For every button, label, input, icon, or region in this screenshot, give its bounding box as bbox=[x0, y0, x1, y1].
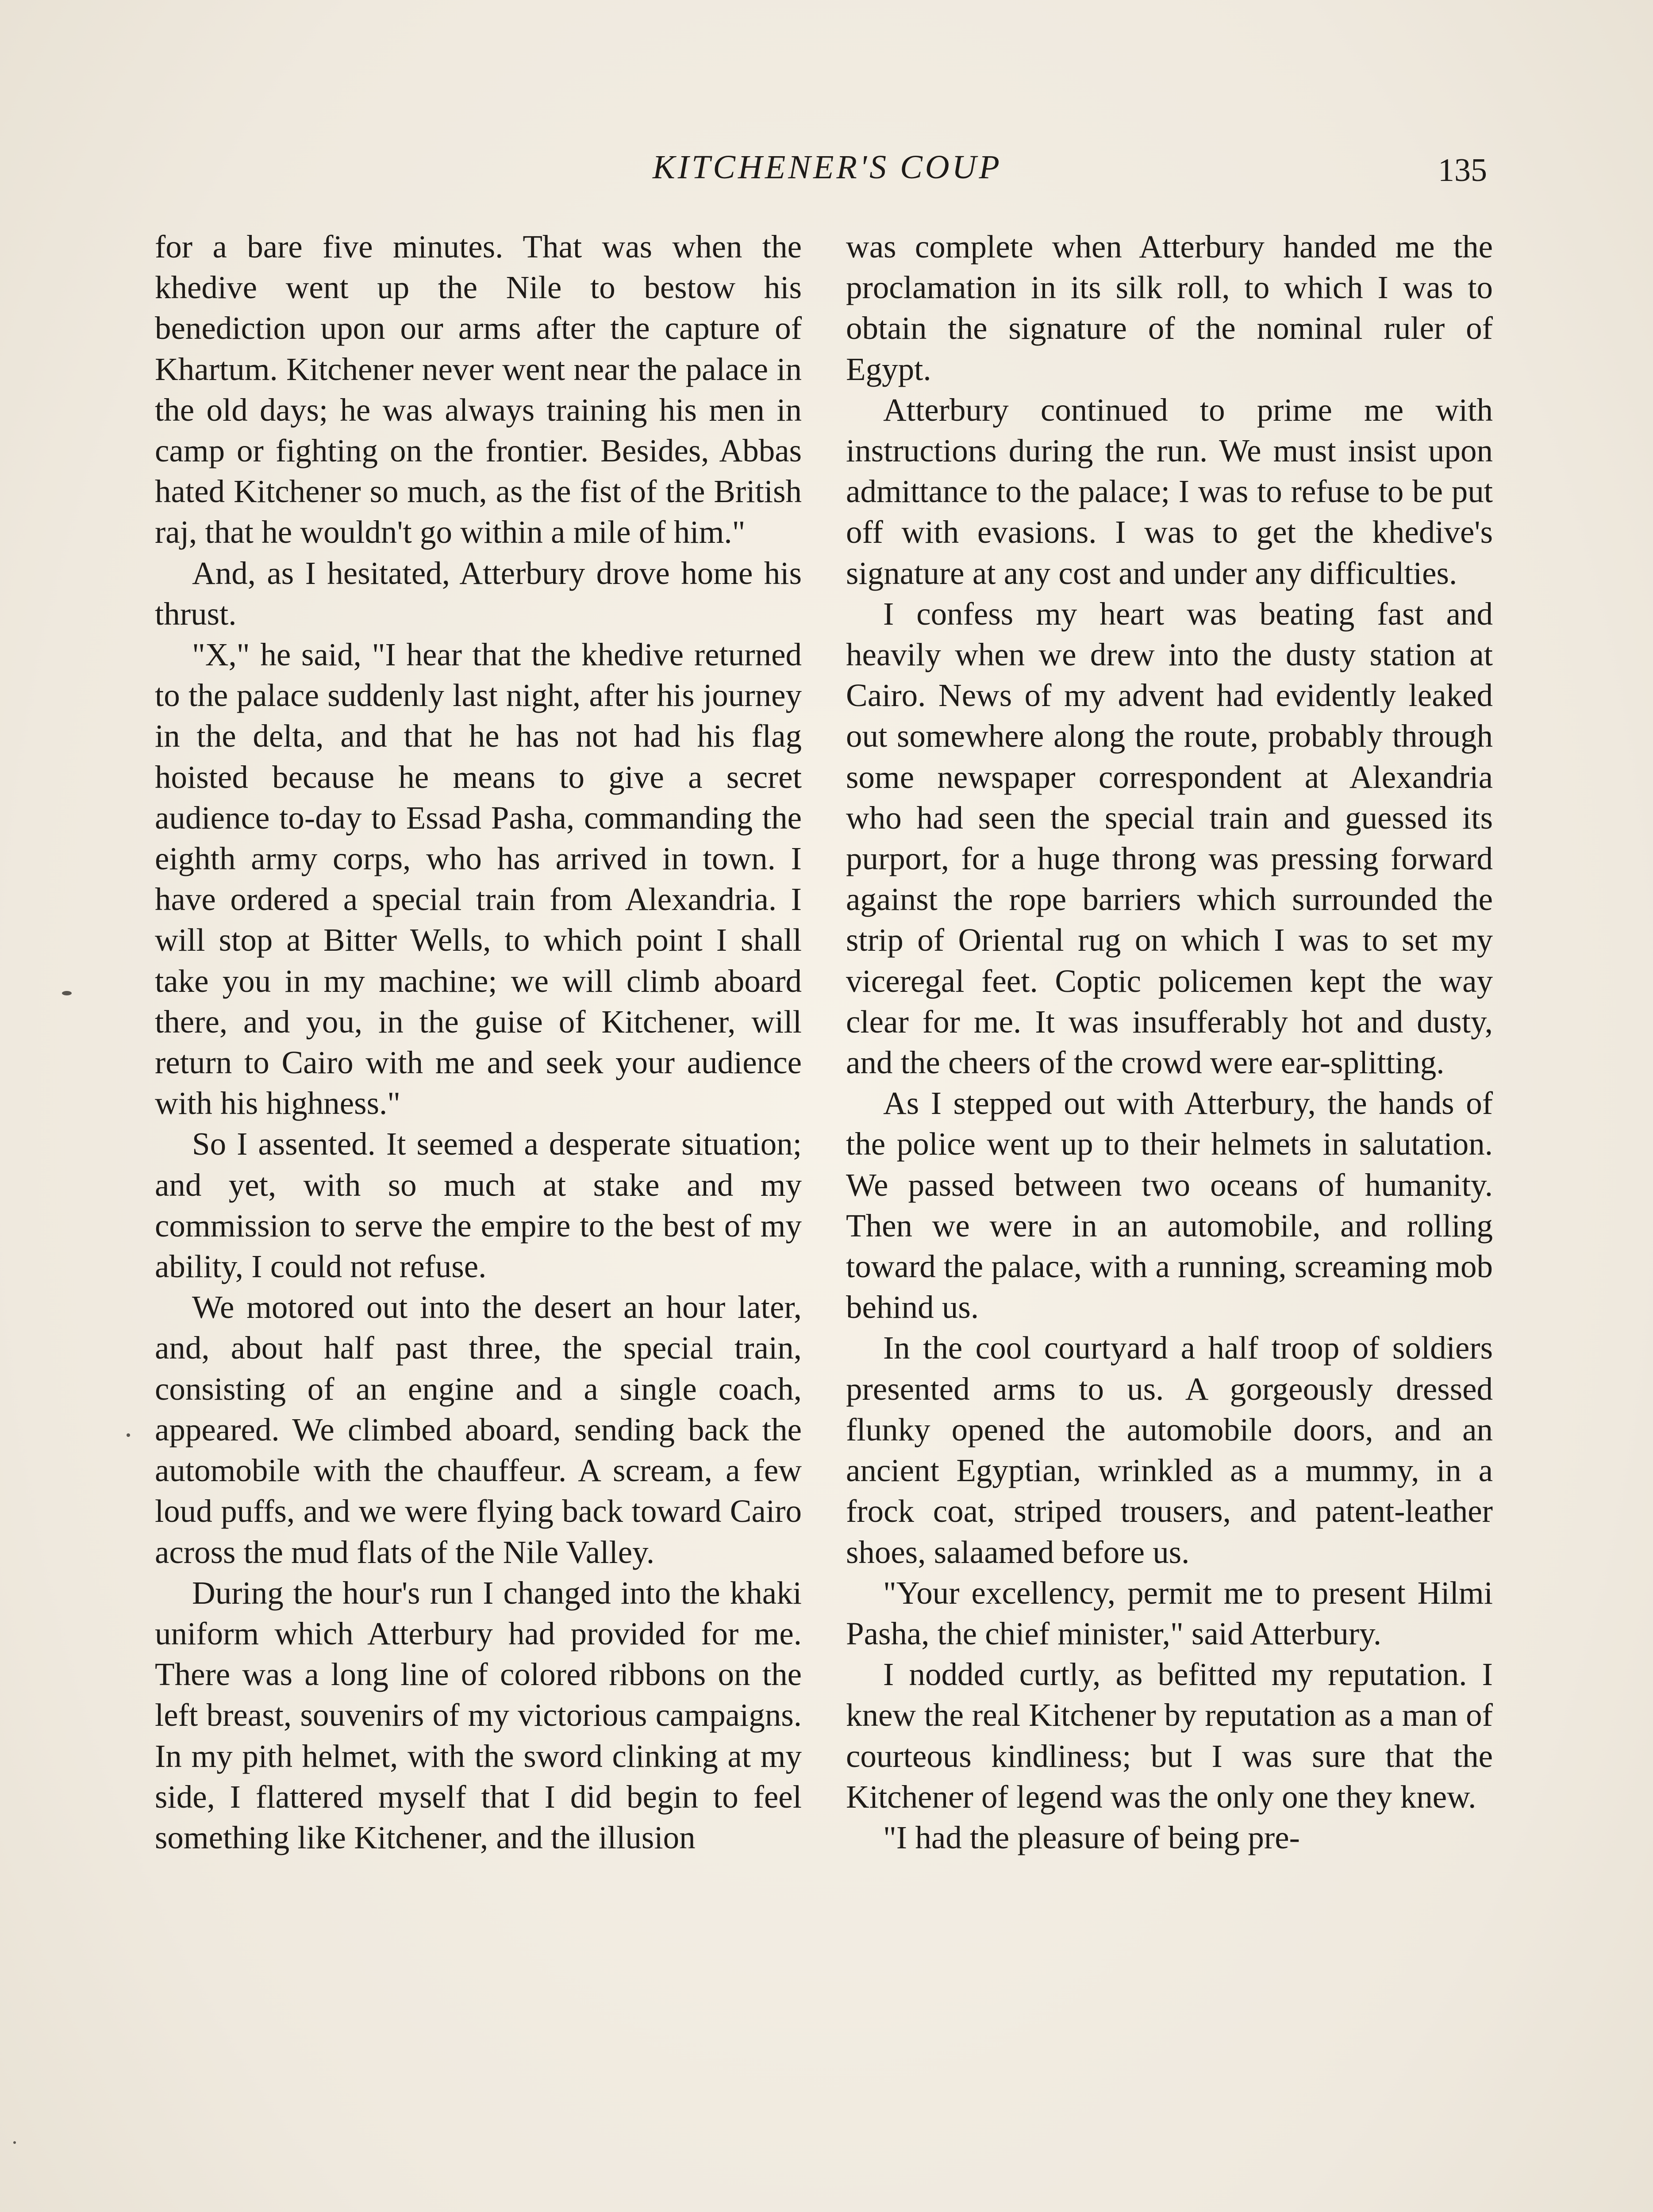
left-column bbox=[155, 227, 802, 1858]
paragraph: Atterbury continued to prime me with instructions during the run. We must insist upon admittance to the palace; I was to refuse to be put off with evasions. I was to get the khedive's signature at any cost and under any difficulties. bbox=[846, 392, 1493, 591]
paragraph: was complete when Atterbury handed me the proclamation in its silk roll, to which I was to obtain the signature of the nominal ruler of Egypt. bbox=[846, 229, 1493, 387]
paragraph: "Your excellency, permit me to present Hilmi Pasha, the chief minister," said Atterbury. bbox=[846, 1575, 1493, 1651]
paragraph: I nodded curtly, as befitted my reputation. I knew the real Kitchener by reputation as a man of courteous kindliness; but I was sure that the Kitchener of legend was the only one they knew. bbox=[846, 1656, 1493, 1815]
paragraph: for a bare five minutes. That was when the khedive went up the Nile to bestow his benediction upon our arms after the capture of Khartum. Kitchener never went near the palace in the old days; he was always training his men in camp or fighting on the frontier. Besides, Abbas hated Kitchener so much, as the fist of the British raj, that he wouldn't go within a mile of him." bbox=[155, 229, 802, 550]
paragraph: I confess my heart was beating fast and heavily when we drew into the dusty station at Cairo. News of my advent had evidently leaked out somewhere along the route, probably through some newspaper correspondent at Alexandria who had seen the special train and guessed its purport, for a huge throng was pressing forward against the rope barriers which surrounded the strip of Oriental rug on which I was to set my viceregal feet. Coptic policemen kept the way clear for me. It was insufferably hot and dusty, and the cheers of the crowd were ear-splitting. bbox=[846, 595, 1493, 1081]
ink-speck bbox=[127, 1433, 130, 1437]
paragraph: "I had the pleasure of being pre- bbox=[883, 1819, 1300, 1855]
paragraph: "X," he said, "I hear that the khedive returned to the palace suddenly last night, after his journey in the delta, and that he has not had his flag hoisted because he means to give a secret audience to-day to Essad Pasha, commanding the eighth army corps, who has arrived in town. I have ordered a special train from Alexandria. I will stop at Bitter Wells, to which point I shall take you in my machine; we will climb aboard there, and you, in the guise of Kitchener, will return to Cairo with me and seek your audience with his highness." bbox=[155, 637, 802, 1121]
paragraph: During the hour's run I changed into the khaki uniform which Atterbury had provided for me. There was a long line of colored ribbons on the left breast, souvenirs of my victorious campaigns. In my pith helmet, with the sword clinking at my side, I flattered myself that I did begin to feel something like Kitchener, and the illusion bbox=[155, 1575, 802, 1855]
ink-speck bbox=[13, 2141, 16, 2144]
paragraph: In the cool courtyard a half troop of soldiers presented arms to us. A gorgeously dressed flunky opened the automobile doors, and an ancient Egyptian, wrinkled as a mummy, in a frock coat, striped trousers, and patent-leather shoes, salaamed before us. bbox=[846, 1330, 1493, 1570]
paragraph: So I assented. It seemed a desperate situation; and yet, with so much at stake and my commission to serve the empire to the best of my ability, I could not refuse. bbox=[155, 1126, 802, 1285]
right-column bbox=[846, 227, 1493, 1858]
paragraph: We motored out into the desert an hour later, and, about half past three, the special train, consisting of an engine and a single coach, appeared. We climbed aboard, sending back the automobile with the chauffeur. A scream, a few loud puffs, and we were flying back toward Cairo across the mud flats of the Nile Valley. bbox=[155, 1289, 802, 1570]
ink-speck bbox=[62, 991, 72, 995]
paragraph: As I stepped out with Atterbury, the hands of the police went up to their helmets in salutation. We passed between two oceans of humanity. Then we were in an automobile, and rolling toward the palace, with a running, screaming mob behind us. bbox=[846, 1085, 1493, 1325]
page-number: 135 bbox=[1438, 152, 1487, 188]
running-head: KITCHENER'S COUP bbox=[653, 149, 1002, 186]
paragraph: And, as I hesitated, Atterbury drove home his thrust. bbox=[155, 555, 802, 632]
